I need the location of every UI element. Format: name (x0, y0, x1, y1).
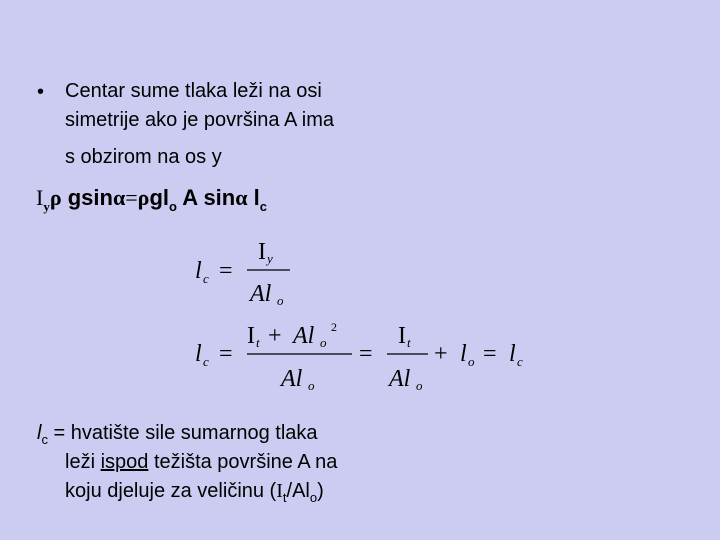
eq-center-of-pressure-2 (195, 320, 523, 393)
svg-text:c: c (203, 354, 209, 369)
bullet-marker: • (37, 81, 45, 103)
svg-text:t: t (407, 335, 411, 350)
svg-text:l: l (460, 341, 467, 367)
bullet-line-2: simetrije ako je površina A ima (65, 109, 335, 131)
svg-text:I: I (258, 239, 266, 265)
eq-center-of-pressure-1 (195, 239, 290, 308)
svg-text:Al: Al (293, 323, 315, 349)
svg-text:I: I (247, 323, 255, 349)
svg-text:+: + (434, 341, 448, 367)
svg-text:Al: Al (389, 366, 411, 392)
svg-text:t: t (256, 335, 260, 350)
svg-text:I: I (398, 323, 406, 349)
svg-text:o: o (320, 335, 327, 350)
svg-text:l: l (509, 341, 516, 367)
note-line-2: leži ispod težišta površine A na (65, 451, 338, 473)
svg-text:y: y (267, 251, 273, 266)
svg-text:o: o (468, 354, 475, 369)
underlined-word: ispod (100, 451, 149, 473)
svg-text:2: 2 (331, 320, 337, 334)
svg-text:o: o (277, 293, 284, 308)
svg-text:=: = (219, 258, 233, 284)
svg-text:o: o (416, 378, 423, 393)
bullet-line-1: Centar sume tlaka leži na osi (65, 80, 322, 102)
pressure-moment-formula: $I_y\rho$ gsinα=ρgl$_o$ A sinα $l_c$ (36, 185, 268, 214)
svg-text:=: = (359, 341, 373, 367)
svg-text:=: = (219, 341, 233, 367)
svg-text:l: l (195, 258, 202, 284)
svg-text:Al: Al (250, 281, 272, 307)
svg-text:=: = (483, 341, 497, 367)
svg-text:l: l (195, 341, 202, 367)
note-line-1: $l_c$ = hvatište sile sumarnog tlaka (37, 422, 318, 447)
svg-text:c: c (203, 271, 209, 286)
svg-text:c: c (517, 354, 523, 369)
svg-text:+: + (268, 323, 282, 349)
bullet-line-3: s obzirom na os y (65, 146, 222, 168)
note-line-3: koju djeluje za veličinu $(I_t/Al_o)$ (65, 480, 324, 505)
svg-text:Al: Al (281, 366, 303, 392)
svg-text:o: o (308, 378, 315, 393)
